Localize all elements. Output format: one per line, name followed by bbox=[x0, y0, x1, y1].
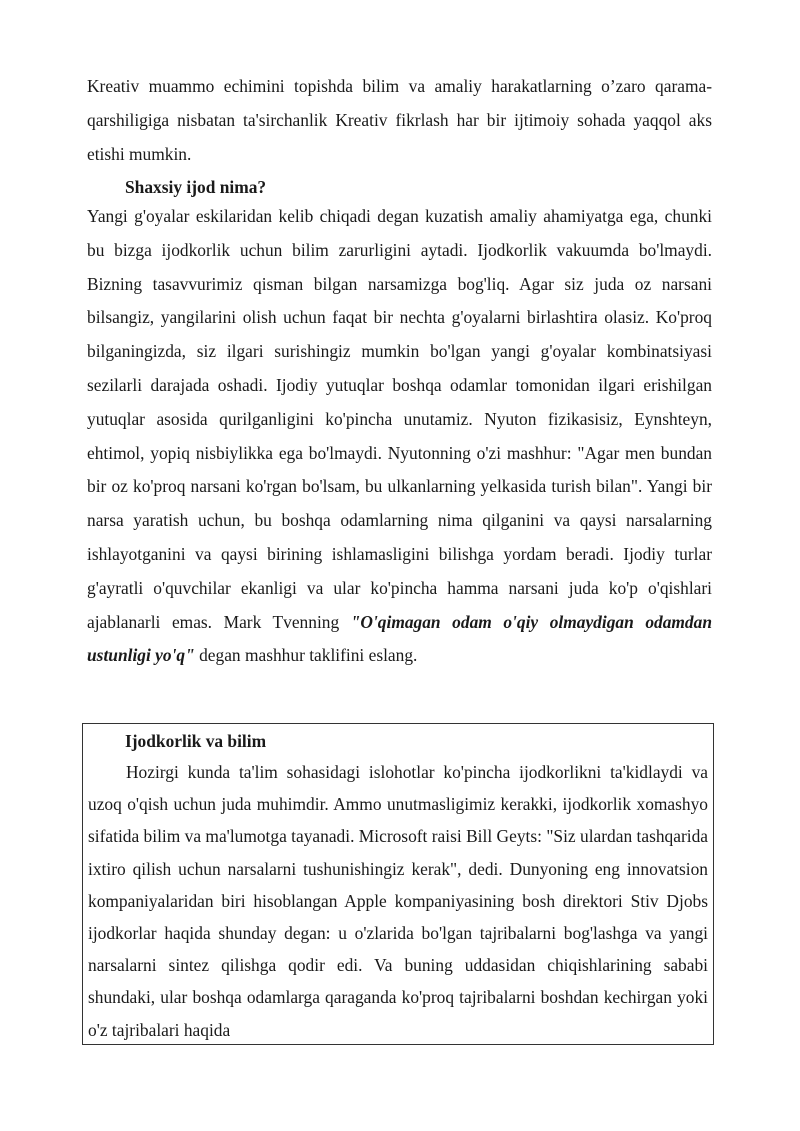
box-heading: Ijodkorlik va bilim bbox=[125, 731, 267, 751]
main-paragraph bbox=[87, 200, 712, 673]
box-paragraph: Hozirgi kunda ta'lim sohasidagi islohotlar ko'pincha ijodkorlikni ta'kidlaydi va uzoq o'qish uchun juda muhimdir. Ammo unutmasligimiz kerakki, ijodkorlik xomashyo sifatida bilim va ma'lumotga tayanadi. Microsoft raisi Bill Geyts: "Siz ulardan tashqarida ixtiro qilish uchun narsalarni tushunishingiz kerak", dedi. Dunyoning eng innovatsion kompaniyalaridan biri hisoblangan Apple kompaniyasining bosh direktori Stiv Djobs ijodkorlar haqida shunday degan: u o'zlarida bo'lgan tajribalarni bog'lashga va yangi narsalarni sintez qilishga qodir edi. Va buning uddasidan chiqishlarining sababi shundaki, ular boshqa odamlarga qaraganda ko'proq tajribalarni boshdan kechirgan yoki o'z tajribalari haqida bbox=[88, 762, 708, 1040]
main-paragraph-text: Yangi g'oyalar eskilaridan kelib chiqadi degan kuzatish amaliy ahamiyatga ega, chunki bu bizga ijodkorlik uchun bilim zarurligini aytadi. Ijodkorlik vakuumda bo'lmaydi. Bizning tasavvurimiz qisman bilgan narsamizga bog'liq. Agar siz juda oz narsani bilsangiz, yangilarini olish uchun faqat bir nechta g'oyalarni birlashtira olasiz. Ko'proq bilganingizda, siz ilgari surishingiz mumkin bo'lgan yangi g'oyalar kombinatsiyasi sezilarli darajada oshadi. Ijodiy yutuqlar boshqa odamlar tomonidan ilgari erishilgan yutuqlar asosida qurilganligini ko'pincha unutamiz. Nyuton fizikasisiz, Eynshteyn, ehtimol, yopiq nisbiylikka ega bo'lmaydi. Nyutonning o'zi mashhur: "Agar men bundan bir oz ko'proq narsani ko'rgan bo'lsam, bu ulkanlarning yelkasida turish bilan". Yangi bir narsa yaratish uchun, bu boshqa odamlarning nima qilganini va qaysi narsalarning ishlayotganini va qaysi birining ishlamasligini bilishga yordam beradi. Ijodiy turlar g'ayratli o'quvchilar ekanligi va ular ko'pincha hamma narsani juda ko'p o'qishlari ajablanarli emas. Mark Tvenning bbox=[87, 206, 712, 632]
intro-paragraph: Kreativ muammo echimini topishda bilim va amaliy harakatlarning o’zaro qarama-qarshiligiga nisbatan ta'sirchanlik Kreativ fikrlash har bir ijtimoiy sohada yaqqol aks etishi mumkin. bbox=[87, 76, 712, 164]
mark-twain-quote: "O'qimagan odam o'qiy olmaydigan odamdan ustunligi yo'q" bbox=[87, 611, 712, 666]
main-paragraph-ending: degan mashhur taklifini eslang. bbox=[194, 645, 418, 666]
creativity-knowledge-box bbox=[82, 723, 714, 1045]
section-heading-personal-creativity: Shaxsiy ijod nima? bbox=[125, 177, 267, 197]
